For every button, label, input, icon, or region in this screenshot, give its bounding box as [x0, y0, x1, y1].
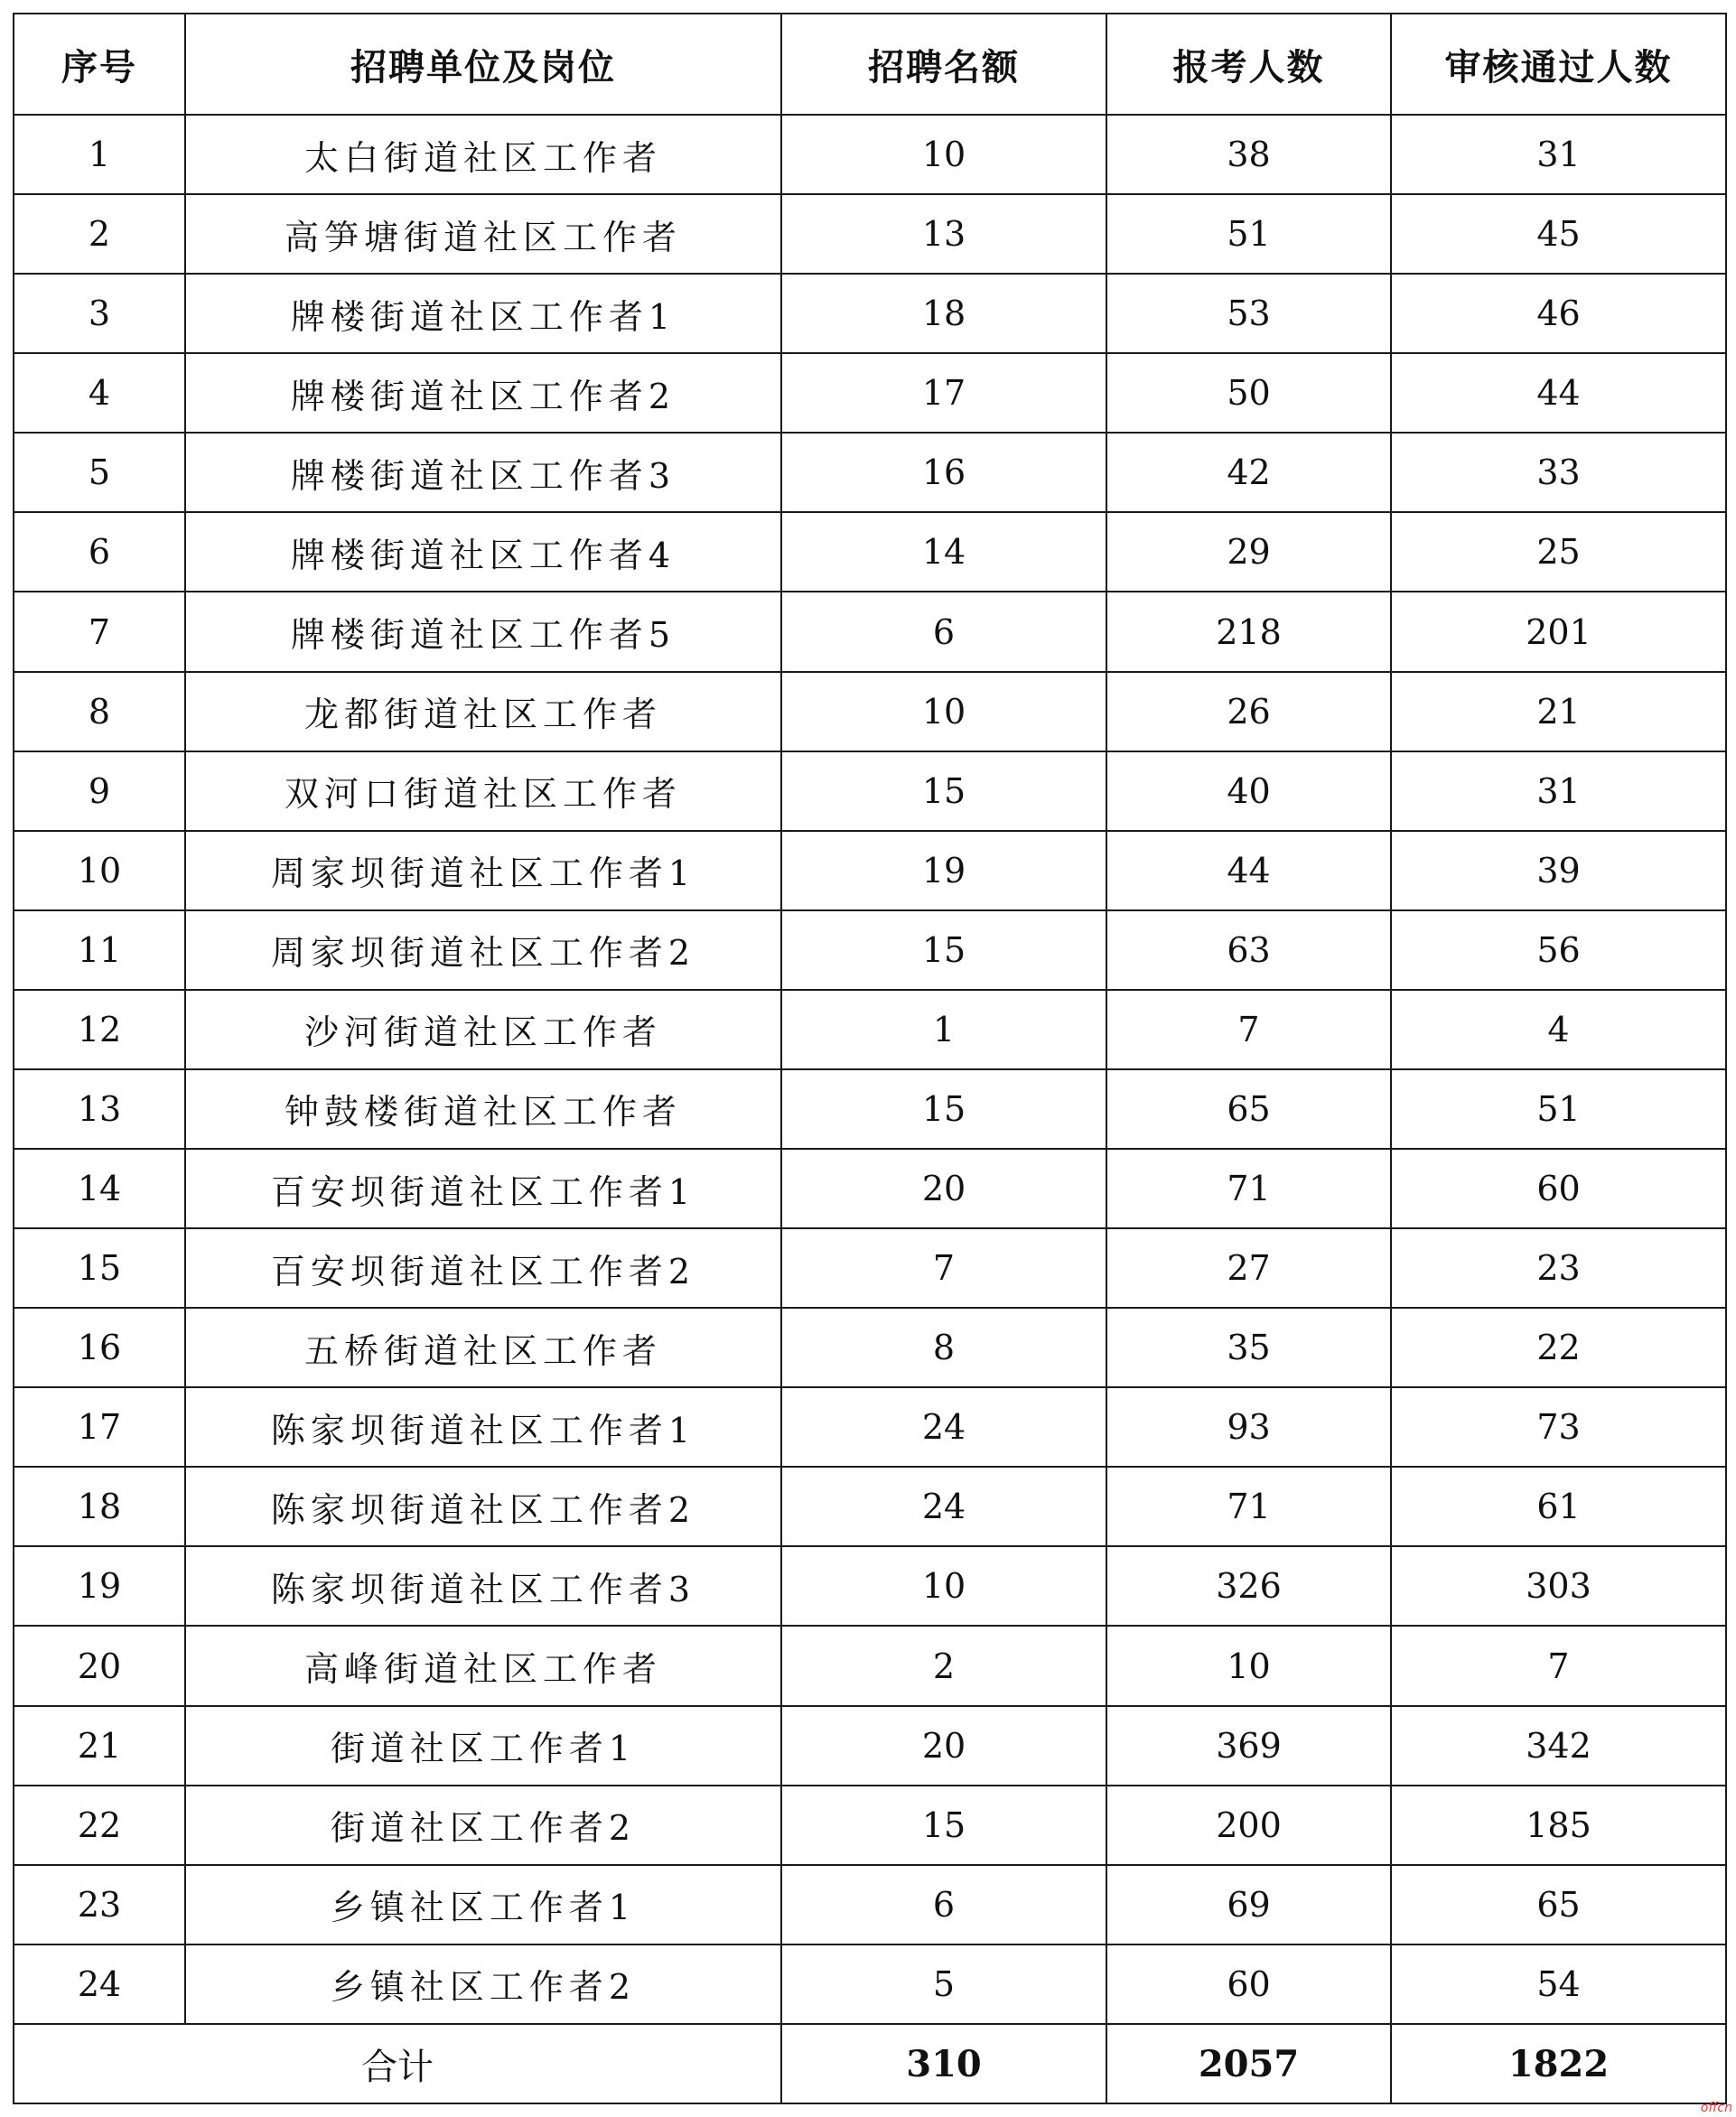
table-row	[14, 1149, 1726, 1228]
cell-passed: 23	[1391, 1228, 1726, 1308]
cell-applicants: 26	[1106, 672, 1391, 751]
cell-seq: 12	[14, 990, 185, 1069]
cell-seq: 16	[14, 1308, 185, 1387]
cell-applicants: 71	[1106, 1149, 1391, 1228]
recruitment-table	[13, 13, 1727, 2104]
cell-unit: 五桥街道社区工作者	[185, 1308, 781, 1387]
cell-unit: 周家坝街道社区工作者1	[185, 831, 781, 910]
cell-quota: 16	[781, 433, 1106, 512]
cell-unit: 双河口街道社区工作者	[185, 751, 781, 831]
cell-applicants: 71	[1106, 1467, 1391, 1546]
cell-quota: 24	[781, 1467, 1106, 1546]
cell-passed: 65	[1391, 1865, 1726, 1944]
cell-seq: 1	[14, 115, 185, 194]
cell-seq: 22	[14, 1786, 185, 1865]
cell-applicants: 326	[1106, 1546, 1391, 1626]
cell-passed: 60	[1391, 1149, 1726, 1228]
cell-unit: 牌楼街道社区工作者2	[185, 353, 781, 433]
cell-quota: 14	[781, 512, 1106, 592]
cell-passed: 44	[1391, 353, 1726, 433]
cell-unit: 高笋塘街道社区工作者	[185, 194, 781, 274]
cell-quota: 6	[781, 592, 1106, 671]
cell-passed: 61	[1391, 1467, 1726, 1546]
table-row	[14, 910, 1726, 990]
header-quota: 招聘名额	[781, 14, 1106, 115]
table-row	[14, 1546, 1726, 1626]
watermark-logo: offcn	[1700, 2101, 1732, 2115]
cell-passed: 22	[1391, 1308, 1726, 1387]
cell-unit: 牌楼街道社区工作者1	[185, 274, 781, 353]
cell-applicants: 10	[1106, 1626, 1391, 1705]
cell-applicants: 50	[1106, 353, 1391, 433]
cell-seq: 19	[14, 1546, 185, 1626]
cell-passed: 45	[1391, 194, 1726, 274]
cell-quota: 10	[781, 115, 1106, 194]
cell-unit: 钟鼓楼街道社区工作者	[185, 1069, 781, 1149]
header-passed: 审核通过人数	[1391, 14, 1726, 115]
cell-applicants: 42	[1106, 433, 1391, 512]
table-row	[14, 1626, 1726, 1705]
table-row	[14, 1308, 1726, 1387]
cell-unit: 百安坝街道社区工作者2	[185, 1228, 781, 1308]
cell-seq: 4	[14, 353, 185, 433]
cell-seq: 7	[14, 592, 185, 671]
cell-passed: 21	[1391, 672, 1726, 751]
cell-applicants: 44	[1106, 831, 1391, 910]
cell-seq: 23	[14, 1865, 185, 1944]
cell-quota: 7	[781, 1228, 1106, 1308]
cell-seq: 18	[14, 1467, 185, 1546]
cell-unit: 牌楼街道社区工作者3	[185, 433, 781, 512]
table-row	[14, 1786, 1726, 1865]
cell-quota: 8	[781, 1308, 1106, 1387]
cell-unit: 太白街道社区工作者	[185, 115, 781, 194]
cell-passed: 51	[1391, 1069, 1726, 1149]
cell-passed: 185	[1391, 1786, 1726, 1865]
cell-quota: 18	[781, 274, 1106, 353]
cell-passed: 7	[1391, 1626, 1726, 1705]
table-header	[14, 14, 1726, 115]
header-row	[14, 14, 1726, 115]
table-row	[14, 433, 1726, 512]
cell-quota: 10	[781, 672, 1106, 751]
cell-applicants: 35	[1106, 1308, 1391, 1387]
table-row	[14, 194, 1726, 274]
cell-applicants: 63	[1106, 910, 1391, 990]
cell-unit: 街道社区工作者2	[185, 1786, 781, 1865]
cell-unit: 沙河街道社区工作者	[185, 990, 781, 1069]
cell-unit: 周家坝街道社区工作者2	[185, 910, 781, 990]
cell-seq: 9	[14, 751, 185, 831]
table-row	[14, 1944, 1726, 2024]
cell-seq: 11	[14, 910, 185, 990]
cell-unit: 龙都街道社区工作者	[185, 672, 781, 751]
table-row	[14, 1865, 1726, 1944]
cell-passed: 46	[1391, 274, 1726, 353]
cell-unit: 乡镇社区工作者1	[185, 1865, 781, 1944]
table-row	[14, 831, 1726, 910]
cell-applicants: 51	[1106, 194, 1391, 274]
table-row	[14, 1228, 1726, 1308]
cell-applicants: 69	[1106, 1865, 1391, 1944]
cell-applicants: 7	[1106, 990, 1391, 1069]
cell-quota: 2	[781, 1626, 1106, 1705]
cell-applicants: 27	[1106, 1228, 1391, 1308]
cell-seq: 10	[14, 831, 185, 910]
cell-passed: 25	[1391, 512, 1726, 592]
cell-quota: 15	[781, 1786, 1106, 1865]
cell-applicants: 93	[1106, 1387, 1391, 1467]
table-row	[14, 672, 1726, 751]
cell-quota: 15	[781, 910, 1106, 990]
table-row	[14, 512, 1726, 592]
cell-seq: 14	[14, 1149, 185, 1228]
cell-unit: 陈家坝街道社区工作者2	[185, 1467, 781, 1546]
cell-quota: 20	[781, 1706, 1106, 1786]
cell-quota: 6	[781, 1865, 1106, 1944]
cell-applicants: 29	[1106, 512, 1391, 592]
table-row	[14, 115, 1726, 194]
cell-applicants: 53	[1106, 274, 1391, 353]
cell-unit: 陈家坝街道社区工作者3	[185, 1546, 781, 1626]
cell-unit: 高峰街道社区工作者	[185, 1626, 781, 1705]
table-row	[14, 1387, 1726, 1467]
cell-seq: 21	[14, 1706, 185, 1786]
total-row	[14, 2024, 1726, 2103]
cell-passed: 39	[1391, 831, 1726, 910]
cell-quota: 24	[781, 1387, 1106, 1467]
cell-unit: 街道社区工作者1	[185, 1706, 781, 1786]
cell-unit: 牌楼街道社区工作者4	[185, 512, 781, 592]
header-applicants: 报考人数	[1106, 14, 1391, 115]
cell-unit: 陈家坝街道社区工作者1	[185, 1387, 781, 1467]
total-label: 合计	[14, 2024, 781, 2103]
cell-seq: 24	[14, 1944, 185, 2024]
cell-passed: 31	[1391, 751, 1726, 831]
cell-seq: 20	[14, 1626, 185, 1705]
cell-passed: 342	[1391, 1706, 1726, 1786]
table-row	[14, 990, 1726, 1069]
total-passed: 1822	[1391, 2024, 1726, 2103]
total-applicants: 2057	[1106, 2024, 1391, 2103]
cell-quota: 15	[781, 751, 1106, 831]
table-row	[14, 1069, 1726, 1149]
cell-applicants: 218	[1106, 592, 1391, 671]
cell-seq: 17	[14, 1387, 185, 1467]
table-row	[14, 592, 1726, 671]
cell-seq: 15	[14, 1228, 185, 1308]
table-row	[14, 274, 1726, 353]
cell-unit: 乡镇社区工作者2	[185, 1944, 781, 2024]
cell-passed: 73	[1391, 1387, 1726, 1467]
cell-quota: 13	[781, 194, 1106, 274]
cell-quota: 10	[781, 1546, 1106, 1626]
table-row	[14, 353, 1726, 433]
cell-passed: 31	[1391, 115, 1726, 194]
table-row	[14, 1467, 1726, 1546]
cell-seq: 5	[14, 433, 185, 512]
table-row	[14, 1706, 1726, 1786]
cell-passed: 54	[1391, 1944, 1726, 2024]
cell-passed: 201	[1391, 592, 1726, 671]
cell-applicants: 369	[1106, 1706, 1391, 1786]
total-quota: 310	[781, 2024, 1106, 2103]
cell-passed: 303	[1391, 1546, 1726, 1626]
table-row	[14, 751, 1726, 831]
header-unit: 招聘单位及岗位	[185, 14, 781, 115]
header-seq: 序号	[14, 14, 185, 115]
cell-seq: 8	[14, 672, 185, 751]
cell-quota: 17	[781, 353, 1106, 433]
cell-applicants: 40	[1106, 751, 1391, 831]
cell-seq: 6	[14, 512, 185, 592]
cell-quota: 15	[781, 1069, 1106, 1149]
cell-unit: 百安坝街道社区工作者1	[185, 1149, 781, 1228]
cell-applicants: 65	[1106, 1069, 1391, 1149]
cell-applicants: 200	[1106, 1786, 1391, 1865]
cell-passed: 4	[1391, 990, 1726, 1069]
cell-quota: 5	[781, 1944, 1106, 2024]
cell-quota: 20	[781, 1149, 1106, 1228]
cell-applicants: 60	[1106, 1944, 1391, 2024]
cell-seq: 13	[14, 1069, 185, 1149]
cell-passed: 56	[1391, 910, 1726, 990]
cell-quota: 1	[781, 990, 1106, 1069]
cell-seq: 3	[14, 274, 185, 353]
table-body	[14, 115, 1726, 2024]
table-footer	[14, 2024, 1726, 2103]
cell-unit: 牌楼街道社区工作者5	[185, 592, 781, 671]
cell-applicants: 38	[1106, 115, 1391, 194]
cell-quota: 19	[781, 831, 1106, 910]
cell-seq: 2	[14, 194, 185, 274]
cell-passed: 33	[1391, 433, 1726, 512]
